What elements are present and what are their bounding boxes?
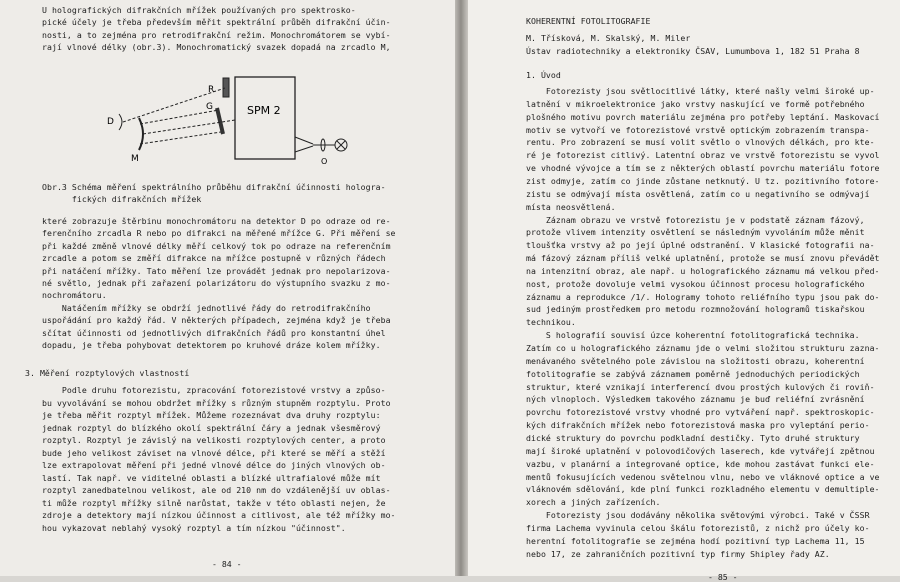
- label-D: D: [107, 117, 114, 127]
- book-gutter: [455, 0, 468, 576]
- text-line: ných vlnoploch. Výsledkem takového záznamu je buď reliéfní zvrásnění: [526, 394, 865, 405]
- label-R: R: [208, 85, 215, 95]
- text-line: kých difrakčních mřížek nebo fotorezistová maska pro vyleptání perio-: [526, 420, 870, 431]
- text-line: místa neosvětlená.: [526, 201, 616, 212]
- text-line: povrchu fotorezistové vrstvy vhodné pro vytváření např. spektroskopic-: [526, 407, 875, 418]
- caption-line: fických difrakčních mřížek: [42, 194, 202, 204]
- text-line: tloušťka vrstvy až po její úplné odstranění. V klasické fotografii na-: [526, 240, 875, 251]
- text-line: mentů fokusujících vedenou světelnou vlnu, nebo ve vláknové optice a ve: [526, 471, 880, 482]
- detector-D: [119, 114, 122, 130]
- text-line: zist odmyje, zatím co jinde zůstane netknutý. U tz. pozitivního fotore-: [526, 175, 880, 186]
- text-line: fotolitografie se zabývá záznamem poměrně jednoduchých periodických: [526, 368, 860, 379]
- text-line: S holografií souvisí úzce koherentní fotolitografická technika.: [526, 330, 860, 341]
- text-line: Fotorezisty jsou dodávány několika světovými výrobci. Také v ČSSR: [526, 510, 870, 521]
- text-line: Podle druhu fotorezistu, zpracování fotorezistové vrstvy a způso-: [42, 385, 386, 395]
- reference-mirror-R: [223, 78, 229, 97]
- text-line: lze extrapolovat měření při jedné vlnové délce do jiných vlnových ob-: [42, 460, 386, 470]
- text-line: menávaného světelného pole závislou na složitosti obrazu, koherentní: [526, 355, 865, 366]
- text-line: pické účely je třeba především měřit spektrální průběh difrakční účin-: [42, 17, 391, 28]
- text-line: bude jeho velikost záviset na vlnové délce, při které se měří a stěží: [42, 447, 386, 458]
- article-title: KOHERENTNÍ FOTOLITOGRAFIE: [526, 16, 651, 26]
- text-line: hou vykazovat neblahý vysoký rozptyl a tím nízkou "účinnost".: [42, 522, 346, 533]
- text-line: zistu se odmývají místa osvětlená, zatím co u negativního se odmývají: [526, 188, 870, 199]
- page-number-left: - 84 -: [212, 559, 242, 569]
- text-line: technikou.: [526, 317, 576, 328]
- grating-G: [217, 108, 223, 134]
- text-line: protože vlivem intenzity osvětlení se následným vyvoláním může měnit: [526, 227, 865, 238]
- text-line: dopadu, je třeba pohybovat detektorem po kruhové dráze kolem mřížky.: [42, 340, 381, 350]
- text-line: ferenčního zrcadla R nebo po difrakci na měřené mřížce G. Při měření se: [42, 228, 396, 239]
- text-line: rozptyl. Rozptyl je závislý na velikosti rozptylových center, a proto: [42, 435, 386, 445]
- text-line: Zatím co u holografického záznamu jde o velmi složitou strukturu zazna-: [526, 343, 880, 353]
- text-line: mají široké uplatnění v polovodičových laserech, kde vytvářejí zpětnou: [526, 445, 875, 456]
- section-1-heading: 1. Úvod: [526, 70, 561, 80]
- text-line: nosti, a to zejména pro retrodifrakční režim. Monochromátorem se vybí-: [42, 29, 391, 40]
- text-line: nebo 17, ze zahraničních pozitivní typ firmy Shipley řady AZ.: [526, 548, 830, 559]
- text-line: rentu. Pro zobrazení se musí volit světlo o vlnových délkách, pro kte-: [526, 137, 875, 148]
- section-3-heading: 3. Měření rozptylových vlastností: [25, 368, 190, 378]
- page-number-right: - 85 -: [708, 572, 738, 582]
- text-line: při natáčení mřížky. Tato měření lze provádět jednak pro nepolarizova-: [42, 265, 391, 276]
- text-line: ré je fotorezist citlivý. Latentní obraz ve vrstvě fotorezistu se vyvol: [526, 150, 880, 161]
- text-line: ti může rozptyl mřížky silně narůstat, takže v této oblasti nejen, že: [42, 497, 386, 508]
- text-line: rozptyl zanedbatelnou velikost, ale od 210 nm do vzdálenější uv oblas-: [42, 485, 391, 495]
- text-line: U holografických difrakčních mřížek používaných pro spektrosko-: [42, 5, 356, 15]
- text-line: při každé změně vlnové délky měří celkový tok po odraze na referenčním: [42, 240, 391, 251]
- text-line: které zobrazuje štěrbinu monochromátoru na detektor D po odraze od re-: [42, 216, 391, 226]
- text-line: ve vhodné vývojce a tím se z některých oblastí povrchu materiálu fotore: [526, 163, 880, 174]
- text-line: herentní fotolitografie se zejména hodí pozitivní typ Lachema 11, 15: [526, 535, 865, 546]
- text-line: vazbu, v planární a integrované optice, kde mohou zastávat funkci ele-: [526, 458, 875, 469]
- article-affiliation: Ústav radiotechniky a elektroniky ČSAV, Lumumbova 1, 182 51 Praha 8: [526, 46, 860, 56]
- measurement-schematic-figure: [95, 72, 365, 177]
- text-line: struktur, které vznikají interferencí dvou prostých kulových či roviň-: [526, 381, 875, 392]
- text-line: nochromátoru.: [42, 290, 107, 301]
- text-line: firma Lachema vyvinula celou škálu fotorezistů, z nichž pro účely ko-: [526, 522, 870, 533]
- text-line: latnění v mikroelektronice jako vrstvy naskující ve formě potřebného: [526, 98, 865, 109]
- mirror-M: [139, 118, 143, 150]
- text-line: dické struktury do povrchu podkladní destičky. Tyto druhé struktury: [526, 432, 860, 443]
- article-authors: M. Třísková, M. Skalský, M. Miler: [526, 33, 691, 43]
- text-line: sud jediným prostředkem pro metodu rozmnožování hologramů tiskařskou: [526, 304, 865, 315]
- text-line: bu vyvolávání se mohou obdržet mřížky s různým stupněm rozptylu. Proto: [42, 397, 391, 408]
- text-line: zdroje a detektory mají nízkou účinnost a citlivost, ale též mřížky mo-: [42, 510, 396, 520]
- caption-line: Obr.3 Schéma měření spektrálního průběhu difrakční účinnosti hologra-: [42, 182, 386, 192]
- text-line: uspořádání pro každý řád. V některých případech, zejména když je třeba: [42, 315, 391, 326]
- text-line: má fázový záznam příliš velké uplatnění, protože se musí znovu převádět: [526, 253, 880, 264]
- text-line: zrcadle a potom se změří difrakce na mřížce postupně v různých řádech: [42, 253, 386, 264]
- text-line: plošného motivu povrch materiálu zejména pro potřeby leptání. Maskovací: [526, 111, 880, 122]
- text-line: na intenzitní obraz, ale např. u holografického záznamu má velkou před-: [526, 265, 880, 276]
- spm2-label: SPM 2: [247, 104, 281, 117]
- text-line: motiv se vytvoří ve fotorezistové vrstvě optickým zobrazením transpa-: [526, 124, 870, 135]
- label-G: G: [206, 102, 213, 112]
- text-line: záznamu a reprodukce /1/. Hologramy tohoto reliéfního typu jsou pak do-: [526, 291, 880, 302]
- text-line: rají vlnové délky (obr.3). Monochromatický svazek dopadá na zrcadlo M,: [42, 41, 391, 52]
- text-line: vláknovém sdělování, kde plní funkci rozkladného elementu v demultiple-: [526, 484, 880, 495]
- text-line: xorech a jiných zařízeních.: [526, 497, 661, 508]
- text-line: Záznam obrazu ve vrstvě fotorezistu je v podstatě záznam fázový,: [526, 214, 865, 225]
- label-O: O: [321, 157, 328, 166]
- text-line: lastí. Tak např. ve viditelné oblasti a blízké ultrafialové může mít: [42, 472, 381, 483]
- label-M: M: [131, 154, 139, 164]
- text-line: je třeba měřit rozptyl mřížek. Můžeme rozeznávat dva druhy rozptylu:: [42, 410, 381, 420]
- text-line: sčítat účinnosti od jednotlivých difrakčních řádů pro konstantní úhel: [42, 327, 386, 338]
- text-line: Natáčením mřížky se obdrží jednotlivé řády do retrodifrakčního: [42, 302, 371, 313]
- text-line: né světlo, jednak při zařazení polarizátoru do výstupního svazku z mo-: [42, 278, 391, 288]
- spm2-box: [235, 77, 295, 159]
- right-page: [468, 0, 900, 582]
- text-line: jednak rozptyl do blízkého okolí spektrální čáry a jednak všesměrový: [42, 422, 381, 433]
- text-line: Fotorezisty jsou světlocitlivé látky, které našly velmi široké up-: [526, 86, 875, 96]
- text-line: nost, protože dovoluje velmi vysokou účinnost procesu holografického: [526, 278, 865, 289]
